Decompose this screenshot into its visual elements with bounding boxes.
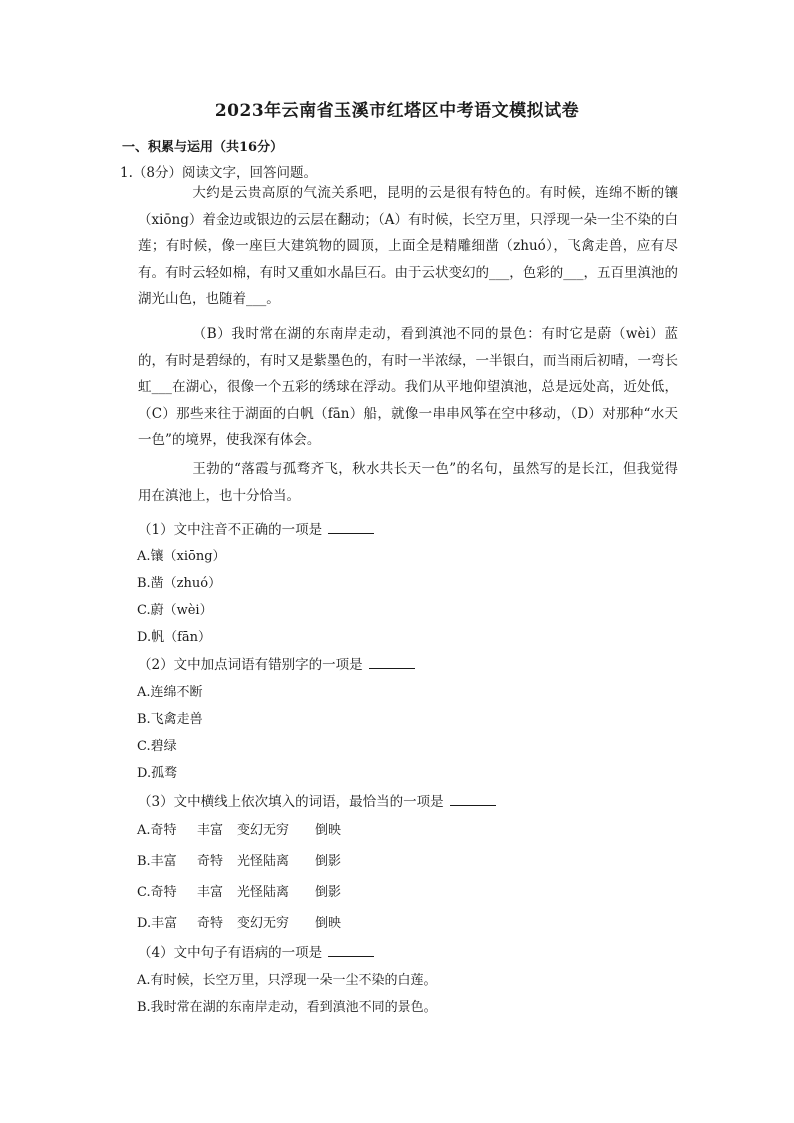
option-3b <box>137 850 341 869</box>
option-2b: B.飞禽走兽 <box>137 712 203 727</box>
question-1-heading: 1.（8分）阅读文字，回答问题。 <box>120 165 317 181</box>
option-3b-word-3: 光怪陆离 <box>237 854 290 869</box>
answer-blank-2[interactable] <box>369 656 415 669</box>
option-3d-word-4: 倒映 <box>315 916 342 931</box>
option-4a: A.有时候，长空万里，只浮现一朵一尘不染的白莲。 <box>137 973 437 988</box>
option-1b: B.凿（zhuó） <box>137 576 222 591</box>
passage-paragraph-1-text: 大约是云贵高原的气流关系吧，昆明的云是很有特色的。有时候，连绵不断的镶（xiōng）着金边或银边的云层在翻动；（A）有时候，长空万里，只浮现一朵一尘不染的白莲；有时候，像一座巨大建筑物的圆顶，上面全是精雕细凿（zhuó），飞禽走兽，应有尽有。有时云轻如棉，有时又重如水晶巨石。由于云状变幻的___，色彩的___，五百里滇池的湖光山色，也随着___。 <box>138 185 678 307</box>
passage-paragraph-2 <box>138 321 678 454</box>
option-4b: B.我时常在湖的东南岸走动，看到滇池不同的景色。 <box>137 1000 437 1015</box>
passage-paragraph-3-text: 王勃的“落霞与孤骛齐飞，秋水共长天一色”的名句，虽然写的是长江，但我觉得用在滇池上，也十分恰当。 <box>138 461 678 504</box>
option-3a-word-3: 变幻无穷 <box>237 823 290 838</box>
option-3d <box>137 912 341 931</box>
option-1c: C.蔚（wèi） <box>137 603 213 618</box>
subquestion-3 <box>138 790 496 810</box>
option-3d-word-1: D.丰富 <box>137 916 178 931</box>
answer-blank-3[interactable] <box>450 793 496 806</box>
subquestion-2-text: （2）文中加点词语有错别字的一项是 <box>138 657 363 673</box>
option-3c-word-2: 丰富 <box>197 885 224 900</box>
subquestion-4-text: （4）文中句子有语病的一项是 <box>138 945 323 961</box>
option-3d-word-3: 变幻无穷 <box>237 916 290 931</box>
subquestion-4 <box>138 941 374 961</box>
answer-blank-4[interactable] <box>328 944 374 957</box>
option-3d-word-2: 奇特 <box>197 916 224 931</box>
option-1d: D.帆（fān） <box>137 630 212 645</box>
subquestion-2 <box>138 653 415 673</box>
subquestion-1 <box>138 518 374 538</box>
option-3a-word-1: A.奇特 <box>137 823 177 838</box>
page-title: 2023年云南省玉溪市红塔区中考语文模拟试卷 <box>214 101 580 121</box>
option-3b-word-4: 倒影 <box>315 854 342 869</box>
answer-blank-1[interactable] <box>328 521 374 534</box>
option-3c-word-4: 倒影 <box>315 885 342 900</box>
section-heading: 一、积累与运用（共16分） <box>122 140 284 155</box>
option-2a: A.连绵不断 <box>137 685 203 700</box>
option-3c-word-1: C.奇特 <box>137 885 177 900</box>
option-3b-word-2: 奇特 <box>197 854 224 869</box>
passage-paragraph-1 <box>138 180 678 313</box>
option-2d: D.孤骛 <box>137 766 178 781</box>
passage-paragraph-3 <box>138 456 678 509</box>
passage-paragraph-2-text: （B）我时常在湖的东南岸走动，看到滇池不同的景色：有时它是蔚（wèi）蓝的，有时是碧绿的，有时又是紫墨色的，有时一半浓绿，一半银白，而当雨后初晴，一弯长虹___在湖心，很像一个五彩的绣球在浮动。我们从平地仰望滇池，总是远处高，近处低，（C）那些来往于湖面的白帆（fān）船，就像一串串风筝在空中移动，（D）对那种“水天一色”的境界，使我深有体会。 <box>138 326 678 448</box>
option-2c: C.碧绿 <box>137 739 177 754</box>
option-1a: A.镶（xiōng） <box>137 549 226 564</box>
option-3c <box>137 881 341 900</box>
option-3a-word-4: 倒映 <box>315 823 342 838</box>
subquestion-3-text: （3）文中横线上依次填入的词语，最恰当的一项是 <box>138 794 444 810</box>
option-3a-word-2: 丰富 <box>197 823 224 838</box>
option-3a <box>137 819 341 838</box>
option-3c-word-3: 光怪陆离 <box>237 885 290 900</box>
option-3b-word-1: B.丰富 <box>137 854 177 869</box>
subquestion-1-text: （1）文中注音不正确的一项是 <box>138 522 323 538</box>
